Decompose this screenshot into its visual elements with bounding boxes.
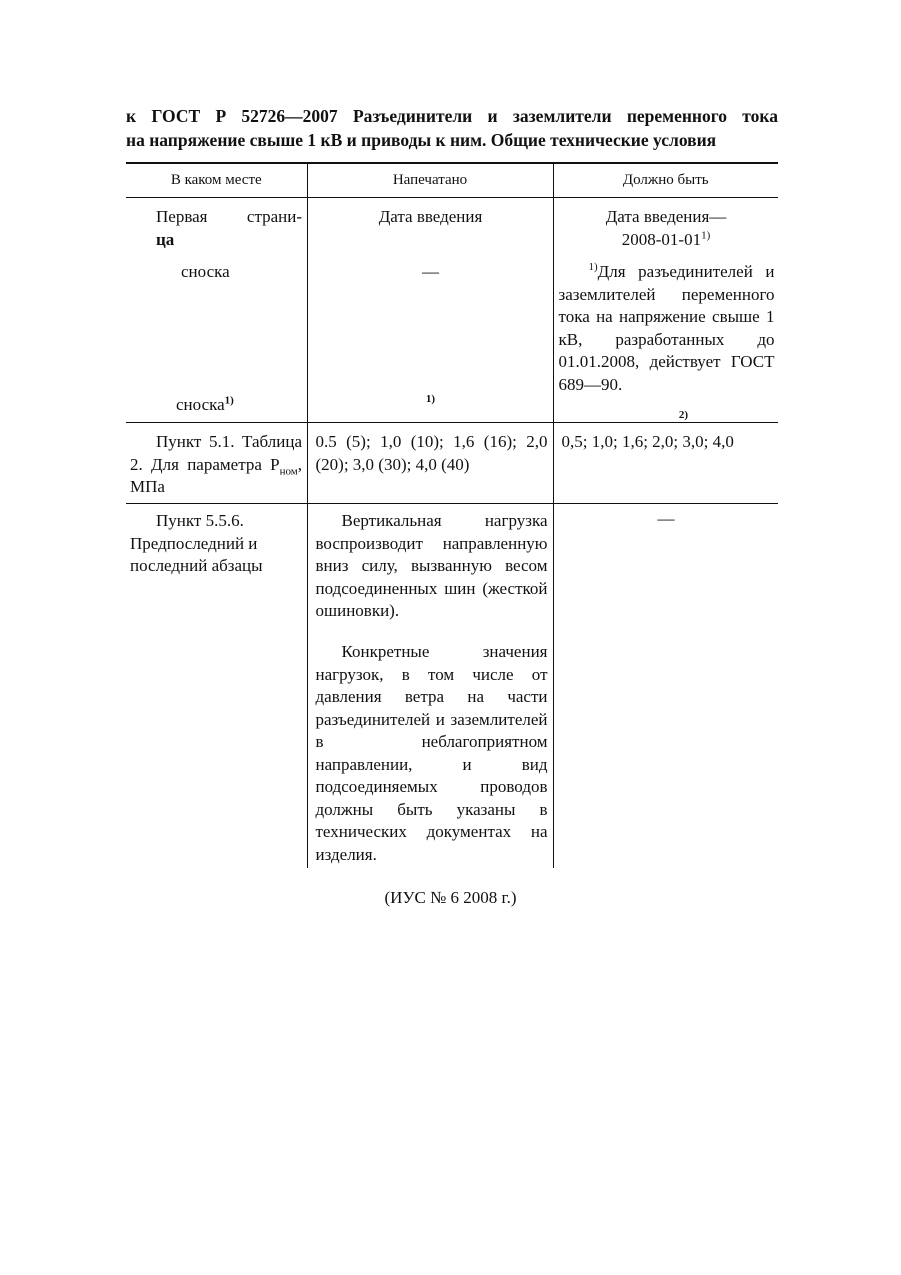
table-row (126, 423, 778, 504)
table-row (126, 198, 778, 423)
header-printed: Напечатано (307, 164, 553, 198)
row1-footnote-printed: — (422, 262, 439, 281)
row1-should: Дата введения— 2008-01-01$^{1)}$ (605, 207, 727, 249)
row2-should-cell (553, 423, 778, 504)
table-row (126, 504, 778, 869)
row3-should-cell (553, 504, 778, 869)
amendment-table (126, 164, 778, 868)
row1-footnote2-printed: 1) (425, 393, 436, 405)
change-notice-reference: (ИУС № 6 2008 г.) (384, 888, 517, 907)
row3-place: Пункт 5.5.6. Предпоследний и последний абзацы (130, 511, 263, 575)
row2-printed: 0.5 (5); 1,0 (10); 1,6 (16); 2,0 (20); 3,0 (30); 4,0 (40) (315, 432, 548, 474)
header-should-be: Должно быть (553, 164, 778, 198)
header-place: В каком месте (126, 164, 307, 198)
row2-printed-cell (307, 423, 553, 504)
row3-printed-p2: Конкретные значения нагрузок, в том числе от давления ветра на части разъединителей и заземлителей в неблагоприятном направлении, и вид подсоединяемых проводов должны быть указаны в технических документах на изделия. (315, 642, 548, 864)
row2-place: Пункт 5.1. Таблица 2. Для параметра $P_{ном}$, МПа (130, 432, 302, 496)
heading-line-1: к ГОСТ Р 52726—2007 Разъединители и заземлители переменного тока (126, 106, 778, 126)
header-row (126, 164, 778, 198)
amendment-heading (126, 104, 778, 152)
row1-place: Первая страни- ца (156, 207, 302, 249)
row1-footnote-place: сноска (181, 262, 230, 281)
row1-printed-cell (307, 198, 553, 423)
row1-printed: Дата введения (378, 207, 483, 226)
row1-footnote2-place: сноска$^{1)}$ (176, 394, 234, 414)
row3-should: — (657, 509, 675, 528)
row3-printed-p1: Вертикальная нагрузка воспроизводит направленную вниз силу, вызванную весом подсоединенных шин (жесткой ошиновки). (315, 511, 548, 620)
row1-footnote2-should: 2) (678, 409, 689, 421)
row2-place-cell (126, 423, 307, 504)
row3-printed-cell (307, 504, 553, 869)
row1-should-cell (553, 198, 778, 423)
heading-line-2: на напряжение свыше 1 кВ и приводы к ним. Общие технические условия (126, 130, 717, 150)
row3-place-cell (126, 504, 307, 869)
row2-should: 0,5; 1,0; 1,6; 2,0; 3,0; 4,0 (561, 432, 734, 451)
row1-footnote-text: $^{1)}$Для разъединителей и заземлителей переменного тока на напряжение свыше 1 кВ, разработанных до 01.01.2008, действует ГОСТ 689—90. (558, 261, 775, 394)
row1-place-cell (126, 198, 307, 423)
